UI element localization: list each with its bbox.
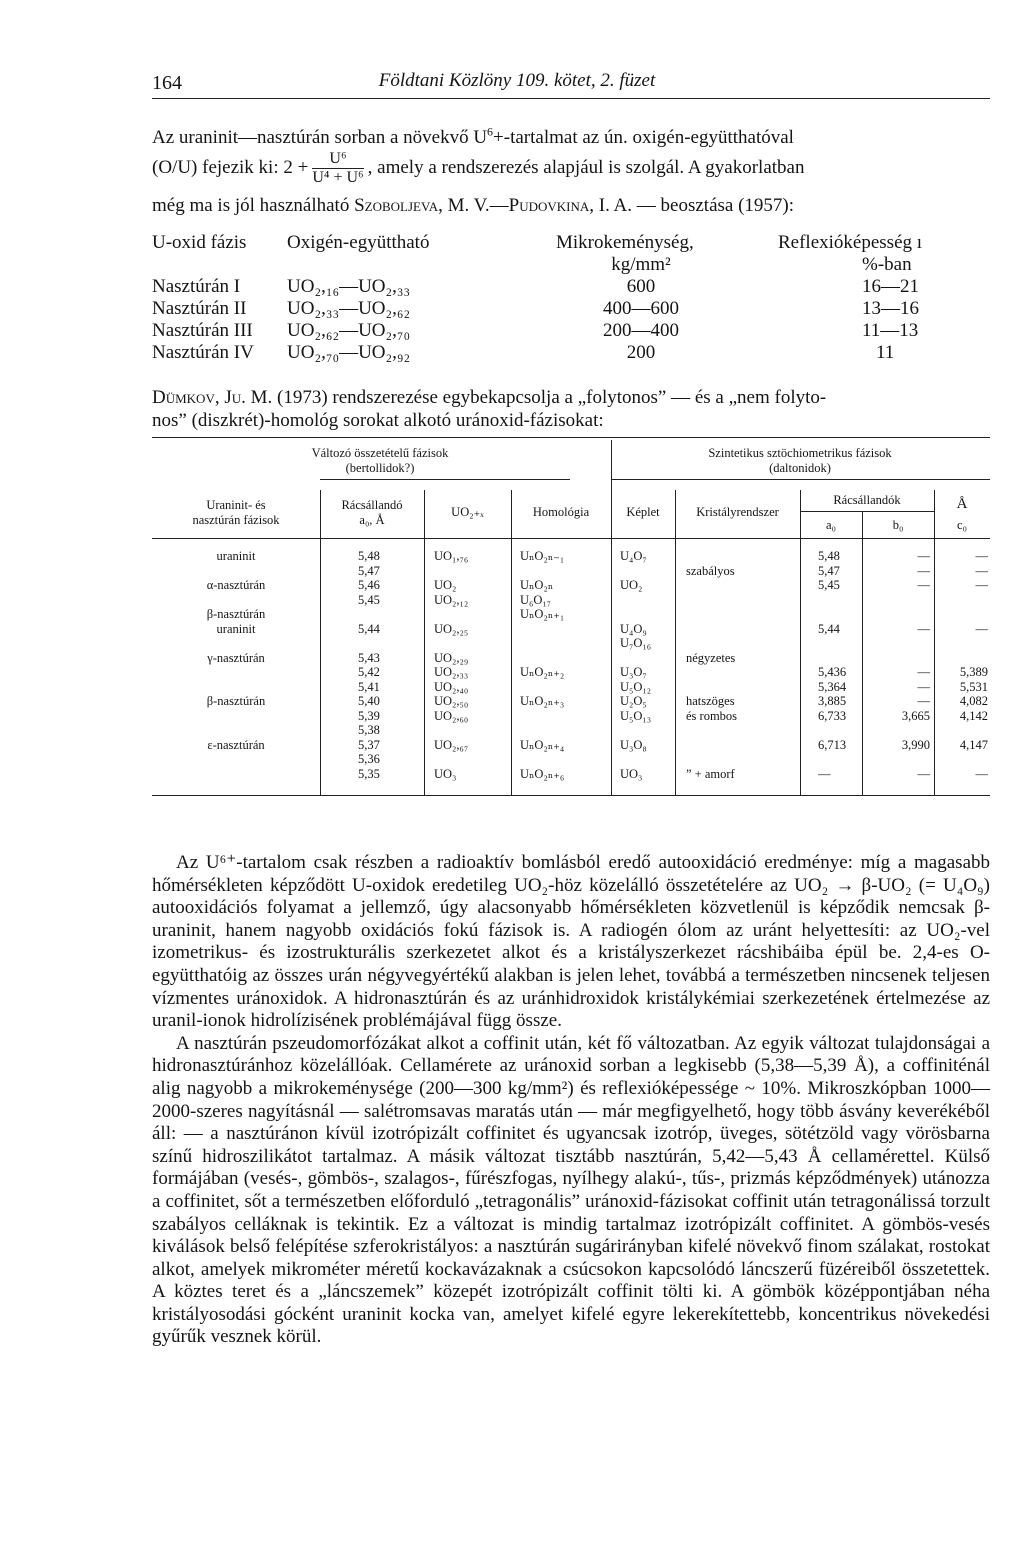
author-names: Dümkov, Ju. M. [152,387,273,408]
table2-cell: 5,45 [818,578,840,592]
table1-header: U-oxid fázis [152,232,247,253]
table2-header-hom: Homológia [532,505,590,519]
table2-cell: UₙO₂ₙ₊₄ [520,737,565,752]
table2-cell [936,636,988,651]
intro-text: (O/U) fejezik ki: 2 + [152,156,309,178]
para2-line-1 [152,386,992,409]
table1-cell: UO₂,₃₃—UO₂,₆₂ [287,298,411,319]
table2-cell: — [975,549,988,563]
table2-header-a0 [320,498,424,528]
table2-cell [434,636,468,651]
table2-col-uo [434,549,468,781]
table2-cell: 5,40 [358,694,380,708]
table2-cell: U₃O₇ [620,665,647,679]
table2-col-hom [520,549,564,781]
table2-header-text: Változó összetételű fázisok [311,446,449,460]
table2-cell: UO₂ [434,578,457,592]
table2-cell [686,593,737,608]
table2-cell: UₙO₂ₙ [520,578,554,592]
table2-cell [520,709,564,724]
table2-cell: 5,43 [358,650,380,665]
table2-cell [866,651,930,666]
table2-cell [152,723,320,738]
table2-cell [620,593,651,608]
table2-cell: 5,44 [358,621,380,636]
table2-vrule [800,490,801,795]
table2-cell: 5,46 [358,578,380,592]
table2-cell: UO₂,₅₀ [434,694,469,708]
table2-cell: UO₂,₆₀ [434,708,469,723]
table1-cell: 400—600 [603,298,679,319]
table2-cell [620,723,651,738]
intro-line-1 [152,126,992,149]
table2-cell [152,709,320,724]
table2-cell: 5,36 [358,752,380,766]
table2-cell: 4,147 [959,737,988,752]
fraction-numerator: U⁶ [312,150,363,169]
table2-col-phase [152,549,320,767]
table2-cell: UₙO₂ₙ₊₆ [520,766,565,781]
body-paragraph: A nasztúrán pszeudomorfózákat alkot a coffinit után, két fő változatban. Az egyik változat tulajdonságai a hidronasztúránhoz közelállóak. Cellamérete az uránoxid sorban a legkisebb (5,38—5,39 Å), a coffiniténál alig nagyobb a mikrokeménysége (200—300 kg/mm²) és reflexióképessége ~ 10%. Mikroszkópban 1000—2000-szeres nagyításnál — salétromsavas maratás után — már megfigyelhető, hogy több ásvány keverékéből áll: — a nasztúránon kívül izotrópizált coffinitet és ugyancsak izotróp, üveges, sötétzöld vagy vörösbarna színű hidroszilikátot tartalmaz. A másik változat tisztább nasztúrán, 5,42—5,43 Å cellamérettel. Külső formájában (vesés-, gömbös-, szalagos-, fűrészfogas, nyílhegy alakú-, tűs-, prizmás képződmények) utánozza a coffinitet, sőt a természetben előforduló „tetragonális” uránoxid-fázisokat coffinit után tetragonálissá torzult szabályos celláknak is tekintik. Ez a változat is mindig tartalmaz izotrópizált coffinitet. A gömbös-vesés kiválások belső felépítése szferokristályos: a nasztúrán sugárirányban kifelé növekvő finom szálakat, rostokat alkot, amelyek mikrométer méretű kockavázaknak a csúcsokon kapcsolódó láncszerű füzéreiből összetettek. A köztes teret és a „láncszemek” közepét izotrópizált coffinit tölti ki. A gömbök középpontjában néha kristályosodási gócként uraninit kocka van, amelyet kifelé egyre lekerekítettebb, koncentrikus növekedési gyűrűk vesznek körül. [152,1032,990,1348]
intro-text: még ma is jól használható [152,195,350,216]
table2-cell [620,752,651,767]
body-text [152,852,990,1349]
table2-header-co: c₀ [957,518,967,532]
table2-cell: 4,142 [959,708,988,723]
table2-header-lattice: Rácsállandók [833,493,901,507]
table2-cell: 5,47 [358,563,380,578]
table2-header-rule [152,538,990,539]
table2-cell: — [975,621,988,636]
table2-cell: β-nasztúrán [206,694,266,708]
table2-lattice-rule [800,511,934,512]
para2-text: nos” (diszkrét)-homológ sorokat alkotó uránoxid-fázisokat: [152,410,604,431]
table2-cell: 5,47 [818,563,840,578]
table1-col-hardness [556,232,726,364]
table2-col-ao [818,549,846,781]
table2-cell [866,723,930,738]
table2-cell: 5,531 [959,679,988,694]
table1-cell: 200 [626,342,656,363]
table2-cell: UO₂,₂₉ [434,650,469,665]
table2-cell: — [975,766,988,781]
table2-cell: UO₃ [620,766,643,781]
table2-header-crystal: Kristályrendszer [696,505,779,519]
table2-cell [866,593,930,608]
table2-cell [152,564,320,579]
table2-cell: — [917,665,930,679]
table2-cell [434,607,468,622]
table2-col-formula [620,549,651,781]
table2-cell [686,622,737,637]
table1-cell: 11 [876,342,895,363]
table2-col-crystal [686,549,737,781]
table2-cell: U₃O₈ [620,737,647,752]
table2-cell: 5,38 [358,723,380,737]
intro-text: +-tartalmat az ún. oxigén-együtthatóval [493,127,794,148]
table2-vrule [934,490,935,795]
table2-cell: 5,389 [959,665,988,679]
table2-cell: 5,42 [358,665,380,679]
table2-cell: 5,35 [358,766,380,781]
table2-cell [620,564,651,579]
table2-cell: négyzetes [686,650,736,665]
table1-header: Oxigén-együttható [287,232,430,253]
table2-cell: UₙO₂ₙ₊₂ [520,665,565,679]
table2-cell: — [917,549,930,563]
table2-cell [434,564,468,579]
table2-header-text: Uraninit- és [206,498,266,512]
table2-cell: UO₁,₇₆ [434,549,469,563]
table2-cell: 5,48 [818,549,840,563]
table1-col-phase [152,232,254,364]
header-rule [152,98,990,99]
intro-line-3 [152,194,992,217]
table2-top-rule [152,437,990,438]
table2-cell [936,723,988,738]
table2-cell [936,593,988,608]
table2-cell: UO₂,₃₃ [434,665,469,679]
fraction [312,150,363,187]
table2-cell [936,607,988,622]
table2-header-bo: b₀ [892,518,904,532]
table2-cell: UO₂,₄₀ [434,679,469,694]
table1-cell: UO₂,₁₆—UO₂,₃₃ [287,276,411,297]
table2-cell [686,752,737,767]
table2-cell: 6,713 [818,737,847,752]
table2-col-co [936,549,988,781]
table2-cell [620,651,651,666]
table2-cell [686,680,737,695]
table2-cell: 5,44 [818,621,840,636]
table1-col-reflex [778,232,988,364]
table2-group-rule-left [320,479,570,480]
table2-cell: U₄O₉ [620,621,647,636]
table2-cell [152,665,320,680]
table2-header-text: a₀, Å [359,513,385,527]
table2-cell: UₙO₂ₙ₋₁ [520,549,565,563]
author-names: Szoboljeva, M. V.—Pudovkina, I. A. [354,195,633,216]
table2-header-phase [152,498,320,528]
table2-cell: — [975,563,988,578]
table2-cell [686,607,737,622]
table2-cell: UO₂,₆₇ [434,737,469,752]
table2-cell: szabályos [686,563,735,578]
table2-bottom-rule [152,795,990,796]
table2-header-text: (daltonidok) [769,461,831,475]
table2-cell [686,723,737,738]
table2-cell: 5,41 [358,679,380,694]
table1-cell: 11—13 [862,320,919,341]
table2-cell: — [917,563,930,578]
para2-text: (1973) rendszerezése egybekapcsolja a „folytonos” — és a „nem folyto- [277,387,827,408]
table2-cell [520,651,564,666]
table2-cell [686,549,737,564]
intro-line-2 [152,150,992,187]
table1-cell: 16—21 [862,276,919,297]
table2-col-a0 [358,549,380,781]
table2-cell [152,636,320,651]
journal-title: Földtani Közlöny 109. kötet, 2. füzet [378,70,656,91]
table2-header-angstrom: Å [956,496,968,512]
superscript: 6 [487,124,494,139]
table2-cell: — [917,766,930,781]
table2-cell: 5,45 [358,592,380,607]
table2-cell: γ-nasztúrán [207,650,265,665]
table1-cell: Nasztúrán IV [152,342,254,363]
table2-vrule [611,440,612,795]
table2-vrule [511,490,512,795]
table2-cell: 5,37 [358,737,380,752]
table2-cell: UₙO₂ₙ₊₁ [520,607,565,621]
table2-cell [818,723,846,738]
table2-cell: 5,39 [358,708,380,723]
table1-cell: 13—16 [862,298,919,319]
table2-cell: U₆O₁₇ [520,592,552,607]
table1-cell: Nasztúrán I [152,276,241,297]
table2-group-right [640,446,960,476]
table2-cell [818,651,846,666]
table2-cell: — [917,694,930,708]
table2-cell: 3,665 [901,708,930,723]
table2-cell [686,636,737,651]
intro-text: Az uraninit—nasztúrán sorban a növekvő U [152,127,488,148]
table2-header-text: nasztúrán fázisok [192,513,280,527]
table2-header-uo: UO₂₊ₓ [451,505,484,519]
table2-vrule [862,511,863,795]
table2-header-text: (bertollidok?) [345,461,415,475]
table2-cell: 3,990 [901,737,930,752]
table2-cell: U₂O₅ [620,694,647,708]
table2-cell [520,680,564,695]
table2-cell: U₅O₁₂ [620,679,652,694]
table2-cell [358,636,380,651]
table2-cell [818,636,846,651]
table2-cell [936,752,988,767]
table2-cell [686,665,737,680]
table2-cell: — [975,578,988,592]
table2-cell: UO₂ [620,578,643,592]
table1-cell: 600 [626,276,656,297]
table2-cell: UₙO₂ₙ₊₃ [520,694,565,708]
table2-cell: U₄O₇ [620,549,647,563]
table2-cell: UO₃ [434,766,457,781]
table2-cell [520,752,564,767]
table2-group-rule-right [612,479,990,480]
table2-header-text: Rácsállandó [341,498,403,512]
table2-group-left [260,446,500,476]
table2-header-text: Szintetikus sztöchiometrikus fázisok [708,446,892,460]
table2-cell: — [818,766,831,781]
table2-cell: 3,885 [818,694,847,708]
table2-cell: — [917,621,930,636]
table2-header-ao: a₀ [826,518,836,532]
table2-header-formula: Képlet [626,505,660,519]
table1-col-coeff [287,232,429,364]
intro-text: — beosztása (1957): [636,195,795,216]
table2-cell [520,723,564,738]
table2-cell [620,607,651,622]
table2-cell [818,607,846,622]
table2-cell [686,578,737,593]
table1-cell: Nasztúrán III [152,320,253,341]
table2-cell [866,752,930,767]
table2-cell: — [917,679,930,694]
table2-cell [520,636,564,651]
table1-cell: 200—400 [603,320,679,341]
table2-cell [818,593,846,608]
table2-cell: α-nasztúrán [206,578,266,592]
table2-cell [434,723,468,738]
table2-cell: hatszöges [686,694,735,708]
table2-cell [520,622,564,637]
table1-header: %-ban [862,254,912,275]
table2-cell: β-nasztúrán [206,607,266,621]
table2-cell: uraninit [216,549,256,563]
table2-cell: 5,364 [818,679,847,694]
table2-cell [152,593,320,608]
table2-cell: 6,733 [818,708,847,723]
para2-line-2 [152,409,992,432]
page-number: 164 [152,72,182,94]
table2-cell: UO₂,₂₅ [434,621,469,636]
table2-cell [866,607,930,622]
body-paragraph: Az U⁶⁺-tartalom csak részben a radioaktív bomlásból eredő autooxidáció eredménye: míg a magasabb hőmérsékleten képződött U-oxidok eredetileg UO₂-höz közelálló összetételére az UO₂ → β-UO₂ (= U₄O₉) autooxidációs folyamat a jellemző, úgy alacsonyabb hőmérsékleten közvetlenül is képződik nemcsak β-uraninit, hanem nagyobb oxidációs fokú fázisok is. A radiogén ólom az uránt helyettesíti: az UO₂-vel izometrikus- és izostrukturális szerkezetet alkot és a kristályszerkezet rácshibáiba épül be. 2,4-es O-együtthatóig az összes urán négyvegyértékű alakban is jelen lehet, továbbá a természetben nincsenek teljesen vízmentes uránoxidok. A hidronasztúrán és az uránhidroxidok kristálykémiai szerkezetének értelmezése az uranil-ionok hidrolízisének problémájával függ össze. [152,852,990,1032]
table2-vrule [320,490,321,795]
table2-cell [152,752,320,767]
table2-cell: uraninit [216,621,256,636]
fraction-denominator: U⁴ + U⁶ [312,169,364,186]
table2-cell [434,752,468,767]
table2-col-bo [866,549,930,781]
table2-cell: 5,436 [818,665,847,679]
table2-cell [936,651,988,666]
table1-header: kg/mm² [611,254,671,275]
table1-header: Mikrokeménység, [556,232,694,253]
table2-cell: U₅O₁₃ [620,708,652,723]
table2-cell: és rombos [686,708,738,723]
table2-cell [520,564,564,579]
table1-header: Reflexióképesség ı [778,232,923,253]
table2-cell: 4,082 [959,694,988,708]
table2-cell: UO₂,₁₂ [434,592,469,607]
table2-cell [686,738,737,753]
table2-cell [358,607,380,622]
table2-cell: ε-nasztúrán [207,737,265,752]
table2-cell: 5,48 [358,549,380,563]
table1-cell: Nasztúrán II [152,298,247,319]
table2-cell [818,752,846,767]
table2-cell: — [917,578,930,592]
table1-cell: UO₂,₇₀—UO₂,₉₂ [287,342,411,363]
table2-cell: ” + amorf [686,766,735,781]
table2-cell [152,680,320,695]
table2-vrule [675,490,676,795]
table2-cell [866,636,930,651]
table2-vrule [424,490,425,795]
table1-cell: UO₂,₆₂—UO₂,₇₀ [287,320,411,341]
table2-cell: U₇O₁₆ [620,636,652,650]
intro-text: , amely a rendszerezés alapjául is szolgál. A gyakorlatban [367,156,805,178]
